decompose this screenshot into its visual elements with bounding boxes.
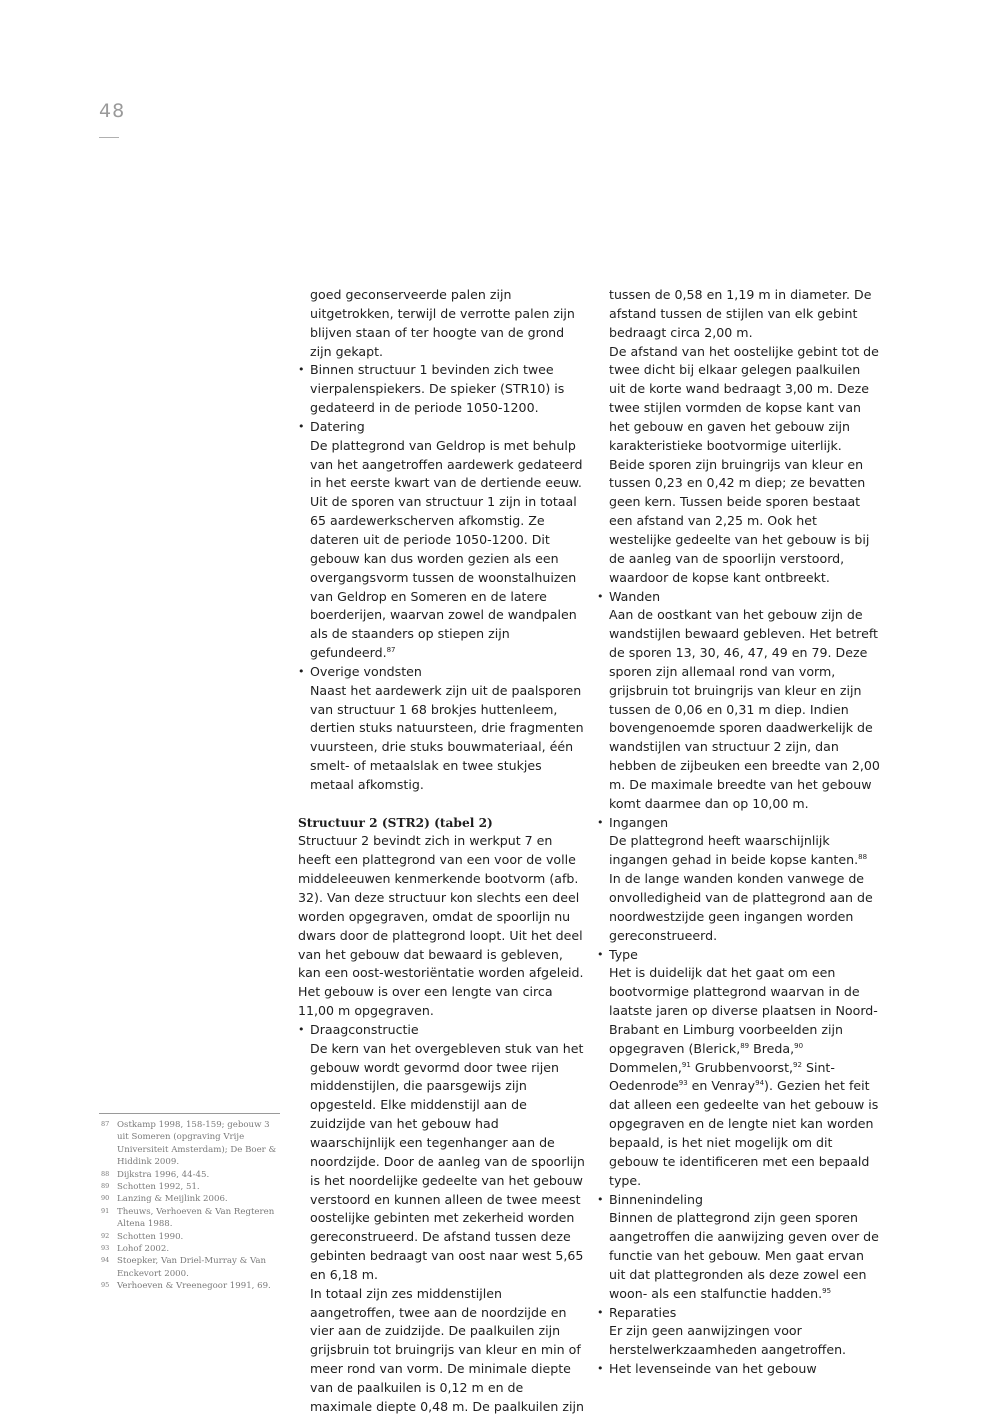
- bullet-item: • Binnen structuur 1 bevinden zich twee vierpalenspiekers. De spieker (STR10) is gedateerd in de periode 1050-1200.: [298, 361, 585, 418]
- footnote-ref[interactable]: 87: [386, 645, 396, 654]
- footnote-text: Dijkstra 1996, 44-45.: [117, 1169, 210, 1180]
- body-text: Het is duidelijk dat het gaat om een bootvormige plattegrond waarvan in de laatste jaren op diverse plaatsen in Noord-Brabant en Limburg voorbeelden zijn opgegraven (Blerick,: [609, 965, 878, 1056]
- footnote-ref[interactable]: 92: [793, 1060, 802, 1069]
- bullet-title-type: • Type: [597, 946, 880, 965]
- footnote: [99, 1243, 284, 1255]
- bullet-title-reparaties: • Reparaties: [597, 1304, 880, 1323]
- footnotes: [99, 1119, 284, 1293]
- footnote: [99, 1119, 284, 1169]
- bullet-body: Er zijn geen aanwijzingen voor herstelwerkzaamheden aangetroffen.: [609, 1323, 847, 1358]
- bullet-body: De kern van het overgebleven stuk van het gebouw wordt gevormd door twee rijen middenstijlen, die paarsgewijs zijn opgesteld. Elke middenstijl aan de zuidzijde van het gebouw had waarschijnlijk een tegenhanger aan de noordzijde. Door de aanleg van de spoorlijn is het noordelijke gedeelte van het gebouw verstoord en kunnen alleen de twee meest oostelijke gebinten met zekerheid worden gereconstrueerd. De afstand tussen deze gebinten bedraagt van oost naar west 5,65 en 6,18 m.: [310, 1040, 585, 1282]
- footnote-number: 90: [101, 1194, 110, 1203]
- footnote-number: 95: [101, 1281, 110, 1290]
- footnote: [99, 1181, 284, 1193]
- bullet-body: [298, 437, 585, 663]
- body-text: ). Gezien het feit dat alleen een gedeelte van het gebouw is opgegraven en de lengte niet kan worden bepaald, is het niet mogelijk om dit gebouw te identificeren met een bepaald type.: [609, 1078, 879, 1188]
- footnote-text: Lohof 2002.: [117, 1244, 170, 1255]
- footnote-number: 92: [101, 1231, 110, 1240]
- page-number: 48: [99, 100, 126, 122]
- page-number-rule: [99, 137, 119, 138]
- body-text: Grubbenvoorst,: [690, 1059, 794, 1075]
- paragraph: Structuur 2 bevindt zich in werkput 7 en heeft een plattegrond van een voor de volle middeleeuwen kenmerkende bootvorm (afb. 32). Van deze structuur kon slechts een deel worden opgegraven, omdat de spoorlijn nu dwars door de plattegrond loopt. Uit het deel van het gebouw dat bewaard is gebleven, kan een oost-westoriëntatie worden afgeleid. Het gebouw is over een lengte van circa 11,00 m opgegraven.: [298, 833, 584, 1019]
- bullet-title-wanden: • Wanden: [597, 588, 880, 607]
- footnote: [99, 1206, 284, 1231]
- body-text: De plattegrond van Geldrop is met behulp van het aangetroffen aardewerk gedateerd in het eerste kwart van de dertiende eeuw. Uit de sporen van structuur 1 zijn in totaal 65 aardewerkscherven afkomstig. Ze dateren uit de periode 1050-1200. Dit gebouw kan dus worden gezien als een overgangsvorm tussen de woonstalhuizen van Geldrop en Someren en de latere boerderijen, waarvan zowel de wandpalen als de staanders op stiepen zijn gefundeerd.: [310, 437, 583, 661]
- text-column-left: [298, 286, 585, 1417]
- footnote-ref[interactable]: 89: [740, 1041, 750, 1050]
- footnote-number: 93: [101, 1244, 110, 1253]
- body-text: Breda,: [749, 1040, 795, 1056]
- body-text: Sint-Oedenrode: [609, 1059, 835, 1094]
- bullet-title-draagconstructie: • Draagconstructie: [298, 1021, 585, 1040]
- paragraph: goed geconserveerde palen zijn uitgetrokken, terwijl de verrotte palen zijn blijven staan of ter hoogte van de grond zijn gekapt.: [310, 287, 575, 359]
- bullet-title-binnenindeling: • Binnenindeling: [597, 1191, 880, 1210]
- section-heading: Structuur 2 (STR2) (tabel 2): [298, 815, 493, 830]
- bullet-body: Aan de oostkant van het gebouw zijn de wandstijlen bewaard gebleven. Het betreft de sporen 13, 30, 46, 47, 49 en 79. Deze sporen zijn allemaal rond van vorm, grijsbruin tot bruingrijs van kleur en zijn tussen de 0,06 en 0,31 m diep. Indien bovengenoemde sporen daadwerkelijk de wandstijlen van structuur 2 zijn, dan hebben de zijbeuken een breedte van 2,00 m. De maximale breedte van het gebouw komt daarmee dan op 10,00 m.: [609, 607, 880, 811]
- footnote-text: Verhoeven & Vreenegoor 1991, 69.: [117, 1281, 271, 1292]
- footnote-text: Schotten 1992, 51.: [117, 1182, 200, 1193]
- bullet-title-datering: • Datering: [298, 418, 585, 437]
- body-text: Binnen de plattegrond zijn geen sporen aangetroffen die aanwijzing geven over de functie van het gebouw. Men gaat ervan uit dat plattegronden als deze zowel een woon- als een stalfunctie hadden.: [609, 1210, 879, 1301]
- footnote: [99, 1280, 284, 1292]
- footnote-text: Ostkamp 1998, 158-159; gebouw 3 uit Someren (opgraving Vrije Universiteit Amsterdam); De Boer & Hiddink 2009.: [117, 1120, 277, 1168]
- footnote: [99, 1255, 284, 1280]
- bullet-body: [597, 832, 880, 945]
- body-text: Dommelen,: [609, 1059, 682, 1075]
- footnote-ref[interactable]: 91: [681, 1060, 691, 1069]
- footnote-number: 88: [101, 1169, 110, 1178]
- footnote-text: Theuws, Verhoeven & Van Regteren Altena 1988.: [117, 1206, 275, 1230]
- text-column-right: [597, 286, 880, 1379]
- bullet-title-ingangen: • Ingangen: [597, 814, 880, 833]
- footnote: [99, 1231, 284, 1243]
- footnote-ref[interactable]: 95: [822, 1286, 832, 1295]
- footnote-number: 91: [101, 1206, 110, 1215]
- footnote-ref[interactable]: 94: [755, 1079, 765, 1088]
- bullet-body: [597, 1209, 880, 1303]
- footnote-separator: [99, 1113, 280, 1114]
- footnote-text: Stoepker, Van Driel-Murray & Van Enckevort 2000.: [117, 1256, 267, 1279]
- bullet-body: [597, 964, 880, 1190]
- footnote-number: 89: [101, 1182, 110, 1191]
- footnote-text: Lanzing & Meijlink 2006.: [117, 1194, 228, 1205]
- body-text: De plattegrond heeft waarschijnlijk ingangen gehad in beide kopse kanten.: [609, 833, 859, 868]
- footnote: [99, 1169, 284, 1181]
- footnote-ref[interactable]: 90: [794, 1041, 804, 1050]
- paragraph: De afstand van het oostelijke gebint tot de twee dicht bij elkaar gelegen paalkuilen uit de korte wand bedraagt 3,00 m. Deze twee stijlen vormden de kopse kant van het gebouw en gaven het gebouw zijn karakteristieke bootvormige uiterlijk. Beide sporen zijn bruingrijs van kleur en tussen 0,23 en 0,42 m diep; ze bevatten geen kern. Tussen beide sporen bestaat een afstand van 2,25 m. Ook het westelijke gedeelte van het gebouw is bij de aanleg van de spoorlijn verstoord, waardoor de kopse kant ontbreekt.: [609, 343, 879, 585]
- bullet-body: In totaal zijn zes middenstijlen aangetroffen, twee aan de noordzijde en vier aan de zuidzijde. De paalkuilen zijn grijsbruin tot bruingrijs van kleur en min of meer rond van vorm. De minimale diepte van de paalkuilen is 0,12 m en de maximale diepte 0,48 m. De paalkuilen zijn: [310, 1285, 584, 1414]
- footnote-text: Schotten 1990.: [117, 1231, 184, 1242]
- body-text: en Venray: [687, 1078, 756, 1094]
- bullet-title-overige-vondsten: • Overige vondsten: [298, 663, 585, 682]
- bullet-body: Naast het aardewerk zijn uit de paalsporen van structuur 1 68 brokjes huttenleem, dertien stuks natuursteen, drie fragmenten vuursteen, drie stuks bouwmateriaal, één smelt- of metaalslak en twee stukjes metaal afkomstig.: [310, 682, 584, 792]
- paragraph: tussen de 0,58 en 1,19 m in diameter. De afstand tussen de stijlen van elk gebint bedraagt circa 2,00 m.: [609, 287, 872, 340]
- footnote-ref[interactable]: 93: [678, 1079, 688, 1088]
- body-text: In de lange wanden konden vanwege de onvolledigheid van de plattegrond aan de noordwestzijde geen ingangen worden gereconstrueerd.: [609, 871, 873, 943]
- footnote-number: 94: [101, 1256, 110, 1265]
- footnote: [99, 1193, 284, 1205]
- footnote-number: 87: [101, 1120, 110, 1128]
- bullet-title-levenseinde: • Het levenseinde van het gebouw: [597, 1360, 880, 1379]
- footnote-ref[interactable]: 88: [858, 853, 868, 862]
